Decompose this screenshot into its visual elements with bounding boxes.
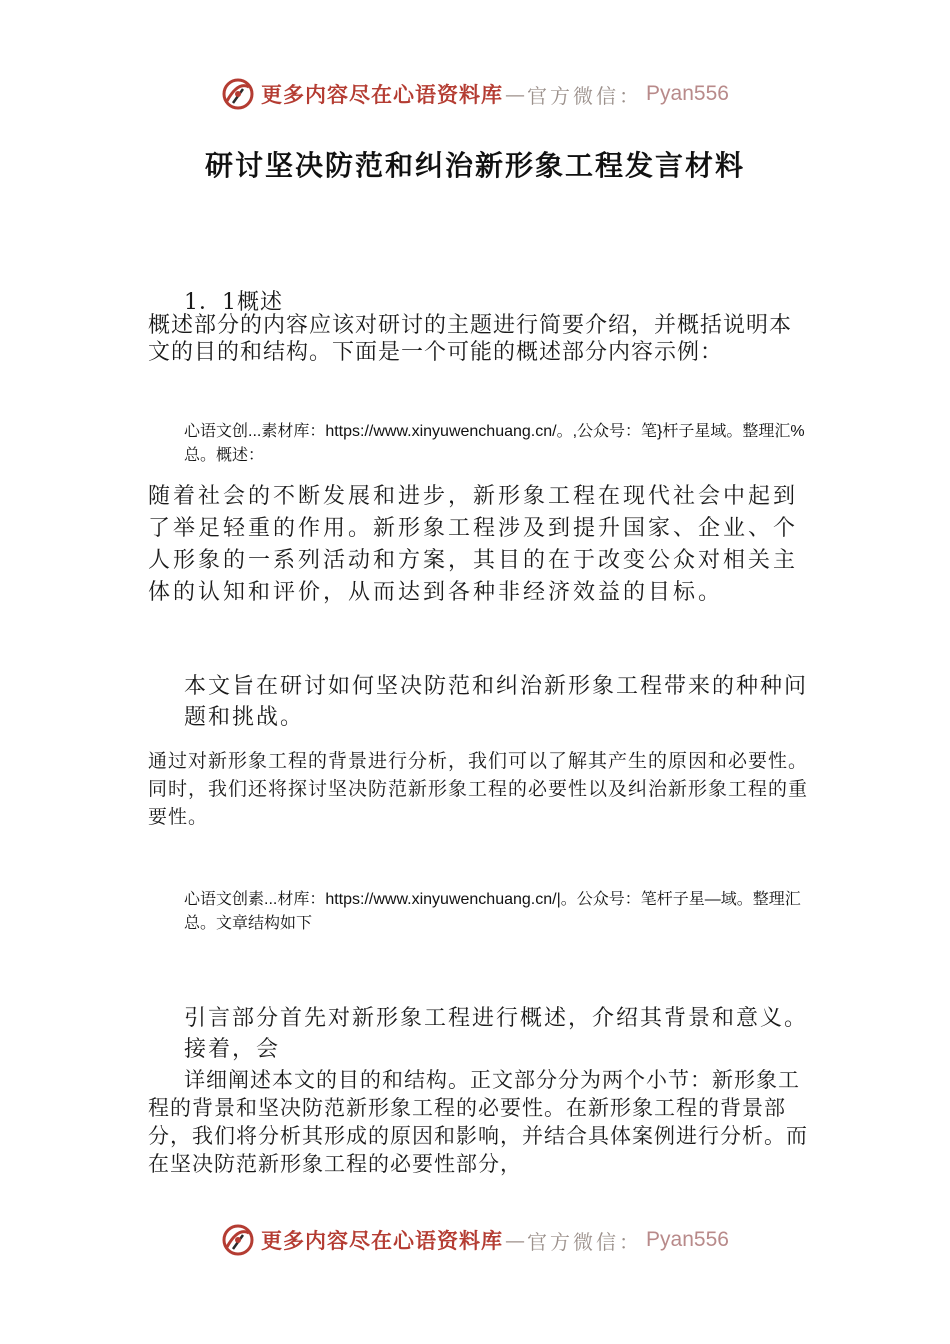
footer-banner bbox=[0, 1220, 950, 1260]
source-note-2: 心语文创素...材库：https://www.xinyuwenchuang.cn/|。公众号：笔杆子星—域。整理汇总。文章结构如下 bbox=[184, 891, 801, 932]
society-paragraph: 随着社会的不断发展和进步，新形象工程在现代社会中起到了举足轻重的作用。新形象工程涉及到提升国家、企业、个人形象的一系列活动和方案，其目的在于改变公众对相关主体的认知和评价，从而达到各种非经济效益的目标。 bbox=[148, 484, 799, 605]
section-heading: 1．1概述 bbox=[184, 290, 283, 315]
source-note-1: 心语文创...素材库：https://www.xinyuwenchuang.cn/。,公众号：笔}杆子星域。整理汇%总。概述： bbox=[184, 423, 805, 464]
document-title: 研讨坚决防范和纠治新形象工程发言材料 bbox=[204, 149, 745, 182]
overview-paragraph: 概述部分的内容应该对研讨的主题进行简要介绍，并概括说明本文的目的和结构。下面是一个可能的概述部分内容示例： bbox=[148, 313, 793, 365]
banner-wechat-id: Pyan556 bbox=[646, 1228, 729, 1251]
header-banner bbox=[0, 74, 950, 114]
purpose-paragraph: 本文旨在研讨如何坚决防范和纠治新形象工程带来的种种问题和挑战。 bbox=[184, 674, 809, 730]
banner-main-text: 更多内容尽在心语资料库 bbox=[261, 1228, 504, 1253]
banner-official-label: 官方微信： bbox=[527, 83, 643, 108]
intro-paragraph: 引言部分首先对新形象工程进行概述，介绍其背景和意义。接着，会 bbox=[184, 1006, 809, 1062]
analysis-paragraph: 通过对新形象工程的背景进行分析，我们可以了解其产生的原因和必要性。同时，我们还将探讨坚决防范新形象工程的必要性以及纠治新形象工程的重要性。 bbox=[148, 750, 809, 828]
banner-separator: — bbox=[505, 1228, 526, 1252]
banner-official-label: 官方微信： bbox=[527, 1229, 643, 1254]
banner-main-text: 更多内容尽在心语资料库 bbox=[261, 82, 504, 107]
seal-logo-icon bbox=[221, 77, 255, 111]
banner-wechat-id: Pyan556 bbox=[646, 82, 729, 105]
seal-logo-icon bbox=[221, 1223, 255, 1257]
banner-separator: — bbox=[505, 82, 526, 106]
detail-paragraph: 详细阐述本文的目的和结构。正文部分分为两个小节：新形象工程的背景和坚决防范新形象工程的必要性。在新形象工程的背景部分，我们将分析其形成的原因和影响，并结合具体案例进行分析。而在坚决防范新形象工程的必要性部分， bbox=[148, 1068, 808, 1176]
